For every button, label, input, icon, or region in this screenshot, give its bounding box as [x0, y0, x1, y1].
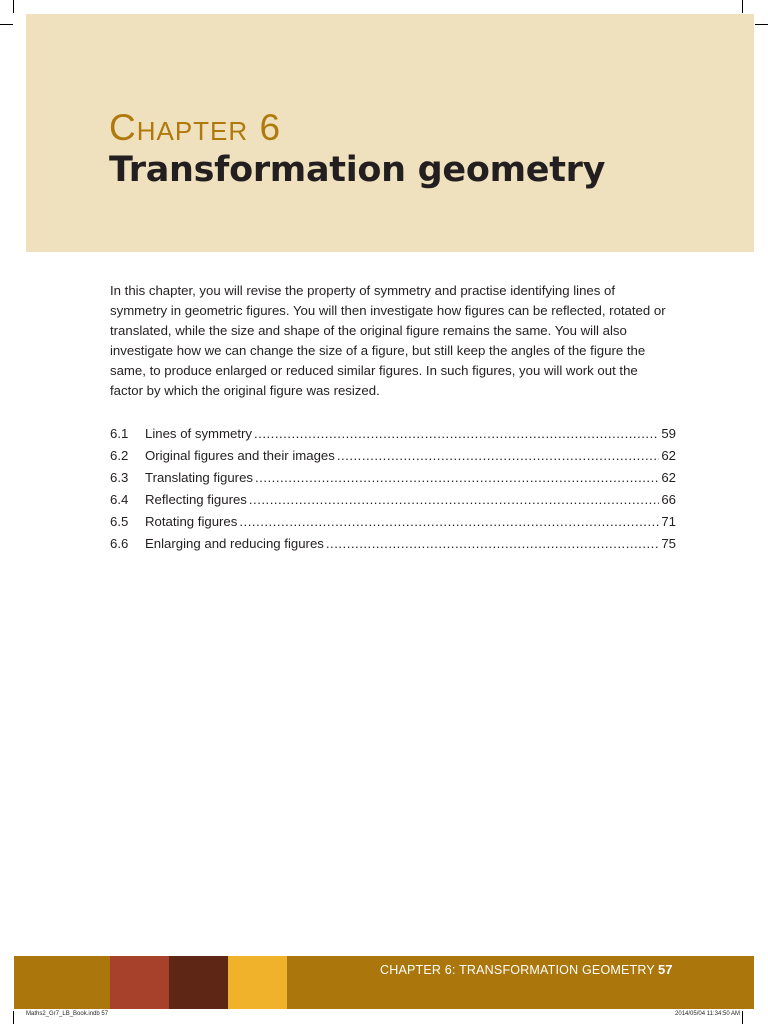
toc-page: 62	[661, 470, 676, 485]
toc-number: 6.4	[110, 492, 129, 507]
crop-mark	[13, 0, 14, 13]
toc-page: 66	[661, 492, 676, 507]
toc-number: 6.1	[110, 426, 129, 441]
toc-number: 6.2	[110, 448, 129, 463]
toc-leader	[337, 445, 659, 467]
toc-entry[interactable]	[110, 467, 676, 489]
toc-number: 6.5	[110, 514, 129, 529]
toc-leader	[326, 533, 659, 555]
toc-number: 6.6	[110, 536, 129, 551]
toc-leader	[255, 467, 659, 489]
toc-entry[interactable]	[110, 445, 676, 467]
toc-leader	[254, 423, 659, 445]
crop-mark	[755, 24, 768, 25]
toc-entry[interactable]	[110, 489, 676, 511]
footer-color-swatch	[110, 956, 169, 1009]
toc-title: Translating figures	[145, 470, 253, 485]
toc-page: 71	[661, 514, 676, 529]
crop-mark	[13, 1011, 14, 1024]
intro-paragraph: In this chapter, you will revise the property of symmetry and practise identifying lines of symmetry in geometric figures. You will then investigate how figures can be reflected, rotated or translated, while the size and shape of the original figure remains the same. You will also investigate how we can change the size of a figure, but still keep the angles of the figure the same, to produce enlarged or reduced similar figures. In such figures, you will work out the factor by which the original figure was resized.	[110, 283, 666, 398]
crop-mark	[0, 24, 13, 25]
toc-title: Original figures and their images	[145, 448, 335, 463]
chapter-label: Chapter 6	[109, 107, 282, 148]
toc-page: 62	[661, 448, 676, 463]
toc-entry[interactable]	[110, 533, 676, 555]
toc-entry[interactable]	[110, 511, 676, 533]
crop-mark	[742, 0, 743, 13]
toc-leader	[249, 489, 659, 511]
toc-title: Lines of symmetry	[145, 426, 252, 441]
toc-number: 6.3	[110, 470, 129, 485]
footer-color-swatch	[169, 956, 228, 1009]
footer-color-swatch	[228, 956, 287, 1009]
toc-title: Reflecting figures	[145, 492, 247, 507]
toc-title: Rotating figures	[145, 514, 238, 529]
footer-band	[14, 956, 754, 1009]
print-slug-timestamp: 2014/05/04 11:34:50 AM	[675, 1011, 740, 1017]
toc-entry[interactable]	[110, 423, 676, 445]
print-slug-file: Maths2_Gr7_LB_Book.indb 57	[26, 1011, 109, 1017]
toc-title: Enlarging and reducing figures	[145, 536, 324, 551]
toc-leader	[239, 511, 659, 533]
running-head: CHAPTER 6: TRANSFORMATION GEOMETRY	[380, 963, 655, 977]
toc-page: 59	[661, 426, 676, 441]
crop-mark	[742, 1011, 743, 1024]
table-of-contents	[110, 423, 676, 555]
page-number: 57	[658, 962, 673, 977]
chapter-title: Transformation geometry	[109, 150, 606, 190]
toc-page: 75	[661, 536, 676, 551]
